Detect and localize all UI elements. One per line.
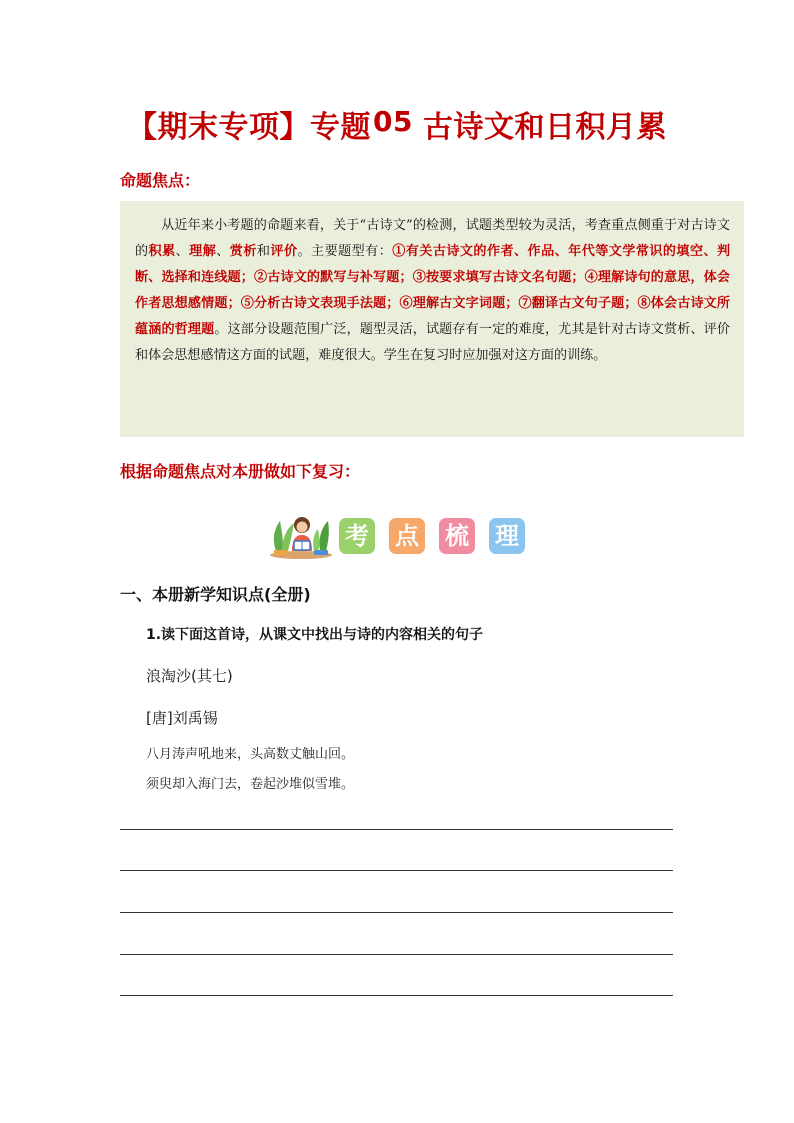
badge-char-4: 理 [489, 518, 525, 554]
title-suffix: 古诗文和日积月累 [422, 110, 667, 145]
answer-line[interactable] [120, 995, 673, 996]
badge-char-3: 梳 [439, 518, 475, 554]
question-1: 1.读下面这首诗，从课文中找出与诗的内容相关的句子 [146, 627, 484, 643]
poem-author: [唐]刘禹锡 [146, 709, 218, 727]
body-text: 。这部分设题范围广泛，题型灵活，试题存有一定的难度，尤其是针对古诗文赏析、评价和体会思想感情这方面的试题，难度很大。学生在复习时应加强对这方面的训练。 [135, 322, 731, 363]
answer-line[interactable] [120, 870, 673, 871]
answer-line[interactable] [120, 954, 673, 955]
badge-char-2: 点 [389, 518, 425, 554]
body-text: 。主要题型有： [297, 244, 393, 259]
highlight-text: 理解 [189, 244, 217, 259]
focus-paragraph [135, 213, 730, 369]
title-number: 05 [373, 105, 413, 138]
body-text: 从近年来小考题的命题来看，关于“古诗文”的检测，试题类型较为灵活，考查重点侧重于对古诗文的 [135, 218, 730, 259]
highlight-text: ①有关古诗文的作者、作品、年代等文学常识的填空、判断、选择和连线题；②古诗文的默写与补写题；③按要求填写古诗文名句题；④理解诗句的意思，体会作者思想感情题；⑤分析古诗文表现手法题；⑥理解古文字词题；⑦翻译古文句子题；⑧体会古诗文所蕴涵的哲理题 [135, 244, 731, 337]
key-points-badge [268, 511, 538, 561]
poem-line: 须臾却入海门去，卷起沙堆似雪堆。 [146, 777, 355, 792]
badge-char-1: 考 [339, 518, 375, 554]
body-text: 、 [216, 244, 230, 259]
answer-line[interactable] [120, 912, 673, 913]
body-text: 、 [175, 244, 190, 259]
highlight-text: 积累 [148, 244, 176, 259]
answer-line[interactable] [120, 829, 673, 830]
title-prefix: 【期末专项】专题 [127, 110, 372, 145]
reading-girl-icon [268, 511, 334, 559]
section-heading: 一、本册新学知识点(全册) [120, 585, 311, 604]
highlight-text: 赏析 [229, 244, 257, 259]
focus-heading: 命题焦点： [120, 171, 201, 190]
page-title [0, 102, 794, 146]
body-text: 和 [256, 244, 271, 259]
highlight-text: 评价 [270, 244, 298, 259]
poem-title: 浪淘沙(其七) [146, 667, 233, 685]
poem-line: 八月涛声吼地来，头高数丈触山回。 [146, 747, 355, 762]
focus-box [120, 201, 744, 437]
review-heading: 根据命题焦点对本册做如下复习： [120, 462, 361, 481]
